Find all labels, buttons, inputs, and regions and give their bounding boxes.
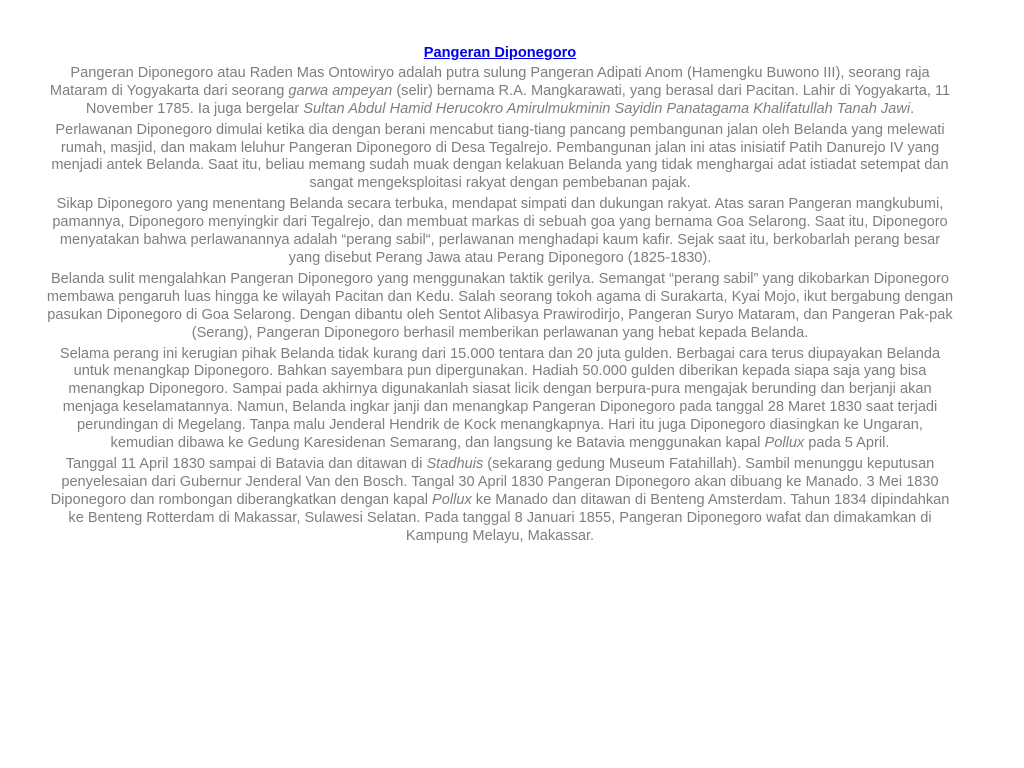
- paragraph-5-text-b: pada 5 April.: [804, 435, 890, 452]
- paragraph-5-italic-1: Pollux: [764, 435, 805, 452]
- paragraph-1-italic-2: Sultan Abdul Hamid Herucokro Amirulmukminin Sayidin Panatagama Khalifatullah Tanah Jawi: [303, 100, 911, 117]
- paragraph-1-text-b: (selir) bernama R.A. Mangkarawati, yang berasal dari Pacitan. Lahir di Yogyakarta, 11 November 1785. Ia juga bergelar: [85, 82, 951, 117]
- slide-content: [44, 45, 956, 548]
- paragraph-6-italic-2: Pollux: [432, 491, 472, 508]
- paragraph-6-italic-1: Stadhuis: [426, 455, 484, 472]
- paragraph-6-text-c: ke Manado dan ditawan di Benteng Amsterdam. Tahun 1834 dipindahkan ke Benteng Rotterdam di Makassar, Sulawesi Selatan. Pada tanggal 8 Januari 1855, Pangeran Diponegoro wafat dan dimakamkan di Kampung Melayu, Makassar.: [68, 491, 950, 544]
- paragraph-5-text-a: Selama perang ini kerugian pihak Belanda tidak kurang dari 15.000 tentara dan 20 juta gulden. Berbagai cara terus diupayakan Belanda untuk menangkap Diponegoro. Bahkan sayembara pun dipergunakan. Hadiah 50.000 gulden diberikan kepada siapa saja yang bisa menangkap Diponegoro. Sampai pada akhirnya digunakanlah siasat licik dengan berpura-pura mengajak berunding dan berjanji akan menjaga keselamatannya. Namun, Belanda ingkar janji dan menangkap Pangeran Diponegoro pada tanggal 28 Maret 1830 saat terjadi perundingan di Megelang. Tanpa malu Jenderal Hendrik de Kock menangkapnya. Hari itu juga Diponegoro diasingkan ke Ungaran, kemudian dibawa ke Gedung Karesidenan Semarang, dan langsung ke Batavia menggunakan kapal: [59, 345, 941, 452]
- paragraph-1-italic-1: garwa ampeyan: [288, 82, 393, 99]
- title-link[interactable]: Pangeran Diponegoro: [423, 45, 577, 61]
- paragraph-6-text-b: (sekarang gedung Museum Fatahillah). Sambil menunggu keputusan penyelesaian dari Gubernur Jenderal Van den Bosch. Tangal 30 April 1830 Pangeran Diponegoro akan dibuang ke Manado. 3 Mei 1830 Diponegoro dan rombongan diberangkatkan dengan kapal: [50, 455, 939, 508]
- paragraph-1-text-c: .: [910, 100, 915, 117]
- paragraph-6: [44, 456, 956, 546]
- page-title: [44, 45, 956, 63]
- paragraph-1-text-a: Pangeran Diponegoro atau Raden Mas Ontowiryo adalah putra sulung Pangeran Adipati Anom (Hamengku Buwono III), seorang raja Mataram di Yogyakarta dari seorang: [49, 64, 930, 99]
- paragraph-1: [44, 65, 956, 119]
- paragraph-6-text-a: Tanggal 11 April 1830 sampai di Batavia dan ditawan di: [65, 455, 427, 472]
- paragraph-2: Perlawanan Diponegoro dimulai ketika dia dengan berani mencabut tiang-tiang pancang pembangunan jalan oleh Belanda yang melewati rumah, masjid, dan makam leluhur Pangeran Diponegoro di Desa Tegalrejo. Pembangunan jalan ini atas inisiatif Patih Danurejo IV yang menjadi antek Belanda. Saat itu, beliau memang sudah muak dengan kelakuan Belanda yang tidak menghargai adat istiadat setempat dan sangat mengeksploitasi rakyat dengan pembebanan pajak.: [51, 121, 949, 192]
- paragraph-5: [44, 346, 956, 453]
- paragraph-3: Sikap Diponegoro yang menentang Belanda secara terbuka, mendapat simpati dan dukungan rakyat. Atas saran Pangeran mangkubumi, pamannya, Diponegoro menyingkir dari Tegalrejo, dan membuat markas di sebuah goa yang bernama Goa Selarong. Saat itu, Diponegoro menyatakan bahwa perlawanannya adalah “perang sabil“, perlawanan menghadapi kaum kafir. Sejak saat itu, berkobarlah perang besar yang disebut Perang Jawa atau Perang Diponegoro (1825-1830).: [52, 196, 948, 266]
- paragraph-4: Belanda sulit mengalahkan Pangeran Diponegoro yang menggunakan taktik gerilya. Semangat “perang sabil” yang dikobarkan Diponegoro membawa pengaruh luas hingga ke wilayah Pacitan dan Kedu. Salah seorang tokoh agama di Surakarta, Kyai Mojo, ikut bergabung dengan pasukan Diponegoro di Goa Selarong. Dengan dibantu oleh Sentot Alibasya Prawirodirjo, Pangeran Suryo Mataram, dan Pangeran Pak-pak (Serang), Pangeran Diponegoro berhasil memberikan perlawanan yang hebat kepada Belanda.: [46, 270, 954, 341]
